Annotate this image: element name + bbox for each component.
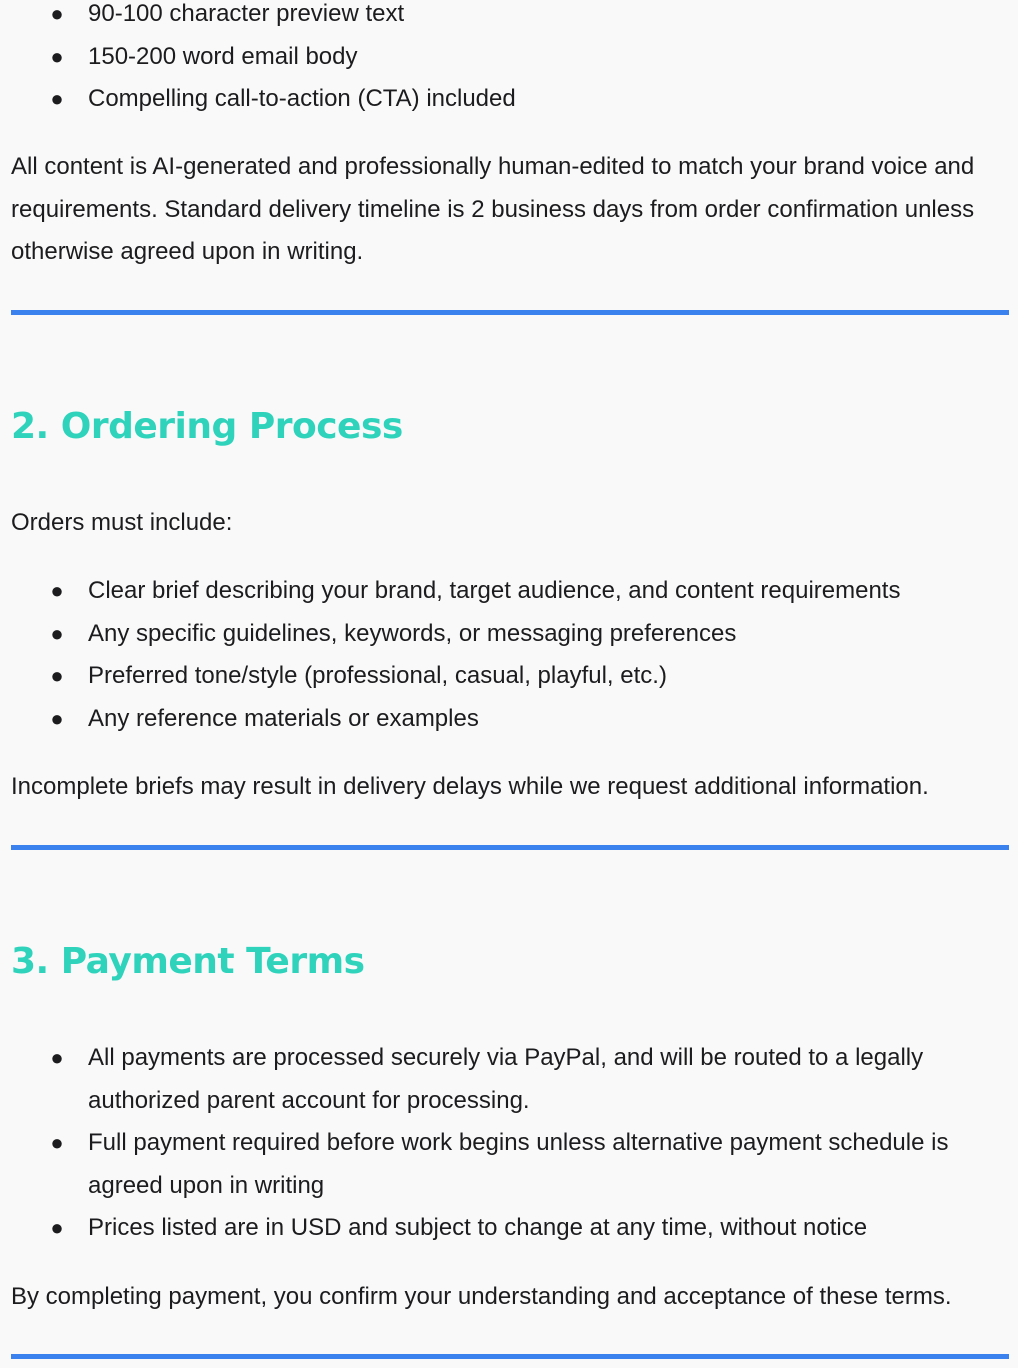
section-divider xyxy=(11,310,1009,315)
section-divider xyxy=(11,845,1009,850)
section-divider xyxy=(11,1354,1009,1359)
section3-note: By completing payment, you confirm your understanding and acceptance of these terms. xyxy=(11,1283,952,1310)
section2-bullet-list xyxy=(0,570,1018,740)
list-item: ● 150-200 word email body xyxy=(0,36,1018,79)
section1-bullet-list xyxy=(0,0,1018,121)
bullet-icon: ● xyxy=(50,663,64,689)
orders-intro-text: Orders must include: xyxy=(11,509,233,536)
bullet-icon: ● xyxy=(50,1215,64,1241)
bullet-icon: ● xyxy=(50,620,64,646)
section1-paragraph: All content is AI-generated and professionally human-edited to match your brand voice and requirements. Standard delivery timeline is 2 business days from order confirmation unless otherwise agreed upon in writing. xyxy=(11,153,975,266)
list-item: ● Any specific guidelines, keywords, or messaging preferences xyxy=(0,613,1018,656)
section-heading-payment-terms: 3. Payment Terms xyxy=(11,941,365,982)
list-item: ● Clear brief describing your brand, target audience, and content requirements xyxy=(0,570,1018,613)
bullet-icon: ● xyxy=(50,1130,64,1156)
section-heading-ordering-process: 2. Ordering Process xyxy=(11,406,403,447)
bullet-icon: ● xyxy=(50,43,64,69)
bullet-icon: ● xyxy=(50,1,64,26)
section3-bullet-list xyxy=(0,1037,1018,1250)
list-item: ● All payments are processed securely via PayPal, and will be routed to a legally authorized parent account for processing. xyxy=(0,1037,1018,1122)
list-item: ● Preferred tone/style (professional, casual, playful, etc.) xyxy=(0,655,1018,698)
bullet-icon: ● xyxy=(50,705,64,731)
list-item: ● 90-100 character preview text xyxy=(0,0,1018,36)
list-item: ● Compelling call-to-action (CTA) included xyxy=(0,78,1018,121)
bullet-icon: ● xyxy=(50,1045,64,1070)
list-item: ● Any reference materials or examples xyxy=(0,698,1018,741)
bullet-icon: ● xyxy=(50,86,64,112)
bullet-icon: ● xyxy=(50,578,64,603)
list-item: ● Prices listed are in USD and subject to change at any time, without notice xyxy=(0,1207,1018,1250)
section2-note: Incomplete briefs may result in delivery delays while we request additional information. xyxy=(11,773,929,800)
list-item: ● Full payment required before work begins unless alternative payment schedule is agreed upon in writing xyxy=(0,1122,1018,1207)
